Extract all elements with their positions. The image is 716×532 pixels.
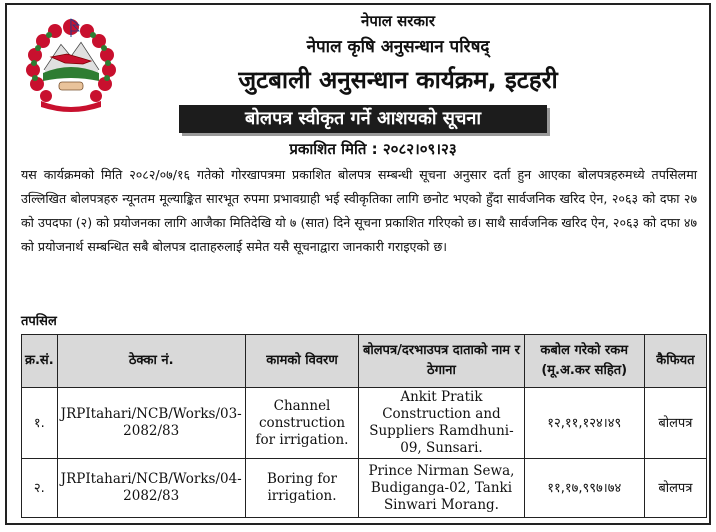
- cell-work-desc: Channel construction for irrigation.: [245, 388, 359, 459]
- header-contract-no: ठेक्का नं.: [57, 335, 245, 388]
- header-program: जुटबाली अनुसन्धान कार्यक्रम, इटहरी: [238, 66, 558, 94]
- cell-bidder: Prince Nirman Sewa, Budiganga-02, Tanki Sinwari Morang.: [359, 459, 524, 518]
- cell-amount: ११,१७,९९७।७४: [524, 459, 644, 518]
- tapasil-label: तपसिल: [21, 314, 57, 329]
- notice-page: [5, 3, 711, 525]
- cell-contract-no: JRPItahari/NCB/Works/03-2082/83: [57, 388, 245, 459]
- cell-remarks: बोलपत्र: [644, 459, 706, 518]
- table-header-row: [22, 335, 707, 388]
- header-work-desc: कामको विवरण: [245, 335, 359, 388]
- header-remarks: कैफियत: [644, 335, 706, 388]
- header-government: नेपाल सरकार: [361, 12, 435, 30]
- header-amount: कबोल गरेको रकम (मू.अ.कर सहित): [524, 335, 644, 388]
- cell-sn: २.: [22, 459, 58, 518]
- table-row: [22, 459, 707, 518]
- cell-work-desc: Boring for irrigation.: [245, 459, 359, 518]
- published-date: प्रकाशित मिति : २०८२।०९।२३: [289, 140, 457, 158]
- cell-amount: १२,११,१२४।४९: [524, 388, 644, 459]
- header-sn: क्र.सं.: [22, 335, 58, 388]
- cell-remarks: बोलपत्र: [644, 388, 706, 459]
- cell-bidder: Ankit Pratik Construction and Suppliers Ramdhuni-09, Sunsari.: [359, 388, 524, 459]
- notice-title-banner: बोलपत्र स्वीकृत गर्ने आशयको सूचना: [179, 105, 547, 133]
- table-row: [22, 388, 707, 459]
- header-bidder: बोलपत्र/दरभाउपत्र दाताको नाम र ठेगाना: [359, 335, 524, 388]
- notice-paragraph: यस कार्यक्रमको मिति २०८२/०७/१६ गतेको गोरखापत्रमा प्रकाशित बोलपत्र सम्बन्धी सूचना अनुसार दर्ता हुन आएका बोलपत्रहरुमध्ये तपसिलमा उल्लिखित बोलपत्रहरु न्यूनतम मूल्याङ्कित सारभूत रुपमा प्रभावग्राही भई स्वीकृतिका लागि छनोट भएको हुँदा सार्वजनिक खरिद ऐन, २०६३ को दफा २७ को उपदफा (२) को प्रयोजनका लागि आजैका मितिदेखि यो ७ (सात) दिने सूचना प्रकाशित गरिएको छ। साथै सार्वजनिक खरिद ऐन, २०६३ को दफा ४७ को प्रयोजनार्थ सम्बन्धित सबै बोलपत्र दाताहरुलाई समेत यसै सूचनाद्वारा जानकारी गराइएको छ।: [21, 167, 697, 254]
- bid-table: [21, 334, 707, 518]
- cell-contract-no: JRPItahari/NCB/Works/04-2082/83: [57, 459, 245, 518]
- cell-sn: १.: [22, 388, 58, 459]
- header-council: नेपाल कृषि अनुसन्धान परिषद्: [306, 37, 490, 57]
